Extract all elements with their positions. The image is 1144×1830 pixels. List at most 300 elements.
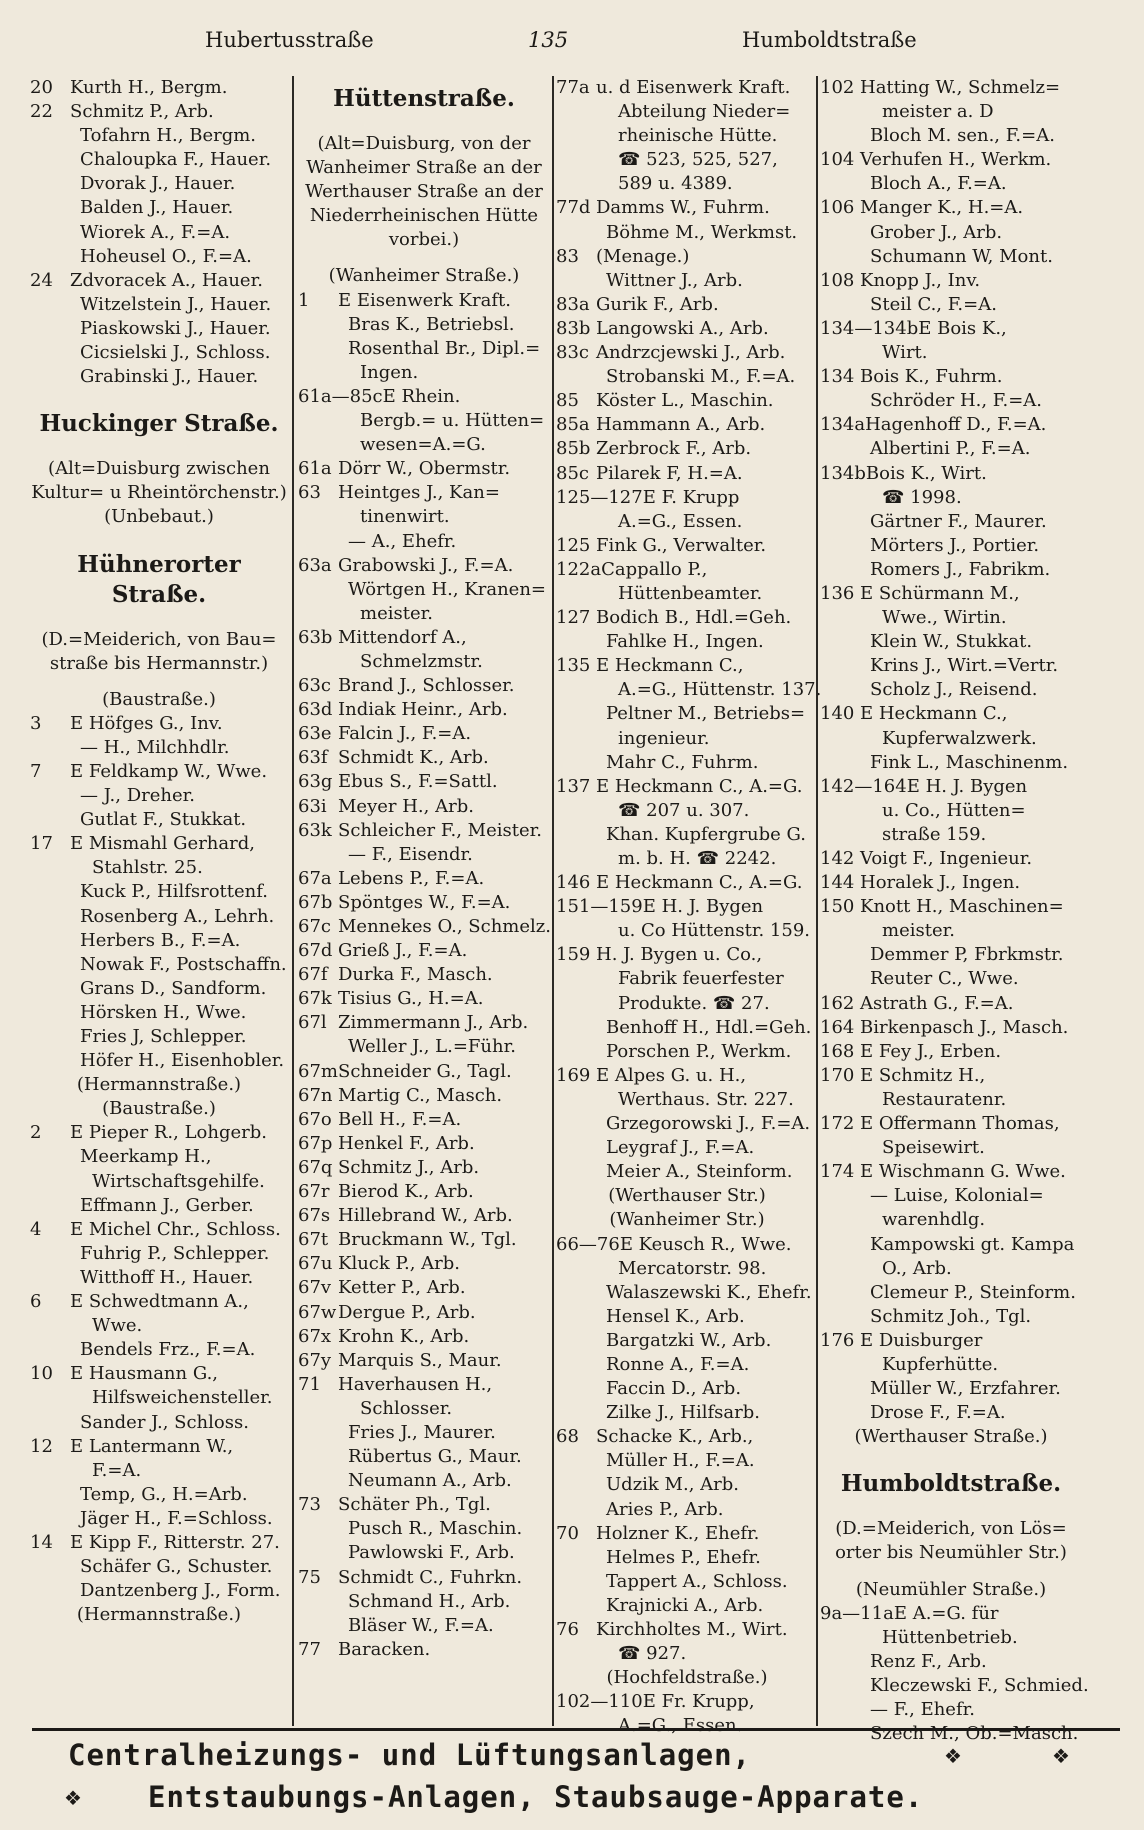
entry-text: Verhufen H., Werkm. [860, 149, 1052, 171]
directory-entry [820, 1698, 1082, 1722]
entry-text: E Fey J., Erben. [860, 1040, 1002, 1062]
house-number [820, 1281, 860, 1305]
directory-entry [556, 389, 818, 413]
directory-entry [820, 1650, 1082, 1674]
entry-text: Grieß J., F.=A. [338, 940, 468, 962]
house-number: 125 [556, 534, 591, 556]
directory-entry [30, 736, 288, 760]
directory-entry [556, 1233, 818, 1257]
entry-text: Tisius G., H.=A. [338, 988, 484, 1010]
house-number: 63d [298, 699, 333, 721]
directory-entry [298, 578, 550, 602]
house-number: 151—159 [556, 896, 643, 918]
entry-text: Mahr C., Fuhrm. [606, 751, 759, 773]
entry-continuation [820, 823, 1082, 847]
house-number [30, 929, 70, 953]
header-left-street: Hubertusstraße [205, 28, 374, 52]
directory-entry [298, 1301, 550, 1325]
house-number: 102 [820, 77, 855, 98]
house-number [820, 1184, 860, 1208]
house-number: 83b [556, 317, 591, 339]
entry-text: Falcin J., F.=A. [338, 723, 472, 745]
house-number [556, 702, 596, 726]
directory-entry [30, 1145, 288, 1169]
entry-text: E Michel Chr., Schloss. [70, 1218, 281, 1240]
entry-text: Scholz J., Reisend. [870, 679, 1038, 701]
entry-continuation [556, 172, 818, 196]
house-number [556, 992, 596, 1016]
entry-text: E Schwedtmann A., [70, 1291, 249, 1313]
entry-text: Temp, G., H.=Arb. [80, 1483, 248, 1505]
house-number [820, 799, 860, 823]
street-note [30, 481, 288, 505]
entry-text: Wwe. [92, 1315, 143, 1337]
house-number: 77d [556, 197, 591, 219]
directory-entry [556, 317, 818, 341]
entry-text: Hoheusel O., F.=A. [80, 245, 252, 267]
entry-text: Hüttenbetrieb. [882, 1626, 1018, 1648]
house-number: 168 [820, 1040, 855, 1062]
house-number: 144 [820, 872, 855, 894]
entry-text: Effmann J., Gerber. [80, 1194, 254, 1216]
directory-entry [556, 269, 818, 293]
house-number [30, 1338, 70, 1362]
house-number: 63 [298, 482, 321, 504]
house-number [298, 602, 338, 626]
entry-text: Tappert A., Schloss. [606, 1570, 788, 1592]
entry-continuation [30, 1170, 288, 1194]
house-number [820, 1257, 860, 1281]
directory-entry [820, 1064, 1082, 1088]
house-number [820, 558, 860, 582]
house-number: 106 [820, 197, 855, 219]
house-number [30, 124, 70, 148]
entry-text: Höfer H., Eisenhobler. [80, 1050, 285, 1072]
house-number: 17 [30, 833, 53, 855]
directory-entry [298, 1035, 550, 1059]
entry-text: E Lantermann W., [70, 1435, 234, 1457]
entry-text: Dantzenberg J., Form. [80, 1580, 281, 1602]
house-number: 67u [298, 1253, 333, 1275]
street-note [556, 1666, 818, 1690]
entry-text: Wwe., Wirtin. [882, 607, 1007, 629]
entry-text: Produkte. ☎ 27. [618, 992, 770, 1014]
house-number: 67p [298, 1132, 333, 1154]
entry-continuation [556, 799, 818, 823]
house-number: 169 [556, 1064, 591, 1086]
entry-text: wesen=A.=G. [360, 434, 486, 456]
directory-entry [820, 1233, 1082, 1257]
house-number [820, 751, 860, 775]
note-text: (Unbebaut.) [104, 506, 214, 528]
house-number: 102—110 [556, 1691, 643, 1713]
directory-entry [30, 1242, 288, 1266]
house-number: 164 [820, 1016, 855, 1038]
entry-text: Gutlat F., Stukkat. [80, 809, 247, 831]
entry-continuation [30, 1314, 288, 1338]
note-text: (Wanheimer Str.) [609, 1209, 765, 1231]
entry-text: E Rhein. [382, 385, 461, 407]
entry-text: E Schürmann M., [860, 582, 1020, 604]
directory-entry [298, 1180, 550, 1204]
entry-text: E H. J. Bygen [642, 896, 764, 918]
house-number [298, 1469, 338, 1493]
house-number [556, 919, 596, 943]
entry-text: — F., Eisendr. [348, 843, 473, 865]
directory-entry [556, 558, 818, 582]
directory-entry [820, 534, 1082, 558]
directory-entry [30, 808, 288, 832]
house-number: 76 [556, 1619, 579, 1640]
entry-text: E Wischmann G. Wwe. [860, 1161, 1066, 1183]
house-number [556, 365, 596, 389]
house-number [298, 1541, 338, 1565]
entry-text: Voigt F., Ingenieur. [860, 848, 1033, 869]
entry-text: Zdvoracek A., Hauer. [70, 269, 263, 291]
entry-text: Heintges J., Kan= [338, 482, 500, 504]
house-number [30, 1314, 70, 1338]
directory-entry [298, 746, 550, 770]
directory-entry [298, 915, 550, 939]
house-number: 70 [556, 1522, 579, 1544]
entry-text: Bloch A., F.=A. [870, 173, 1007, 195]
entry-text: O., Arb. [882, 1257, 952, 1279]
directory-entry [298, 722, 550, 746]
column-divider [552, 76, 554, 1726]
street-note [820, 1578, 1082, 1602]
entry-text: Krajnicki A., Arb. [606, 1594, 764, 1616]
house-number: 73 [298, 1494, 321, 1516]
entry-text: Kupferhütte. [882, 1353, 999, 1375]
house-number [30, 1266, 70, 1290]
directory-entry [820, 751, 1082, 775]
note-text: (Neumühler Straße.) [855, 1578, 1047, 1600]
house-number: 67d [298, 940, 333, 962]
entry-text: tinenwirt. [360, 506, 450, 528]
entry-text: E Bois K., [918, 317, 1007, 339]
house-number [298, 433, 338, 457]
entry-text: Schmidt C., Fuhrkn. [338, 1566, 523, 1588]
entry-text: E Kipp F., Ritterstr. 27. [70, 1531, 280, 1553]
house-number [30, 1025, 70, 1049]
directory-entry [820, 702, 1082, 726]
directory-entry [556, 1064, 818, 1088]
entry-text: Schmitz J., Arb. [338, 1156, 480, 1178]
house-number: 61a [298, 458, 332, 480]
house-number [30, 317, 70, 341]
entry-text: E Schmitz H., [860, 1064, 986, 1086]
entry-text: Mittendorf A., [338, 626, 467, 648]
directory-entry [556, 1040, 818, 1064]
house-number [820, 221, 860, 245]
entry-text: Damms W., Fuhrm. [596, 197, 770, 219]
directory-entry [556, 365, 818, 389]
house-number [30, 905, 70, 929]
entry-continuation [556, 100, 818, 124]
street-heading: Huckinger Straße. [39, 410, 279, 438]
entry-text: Reuter C., Wwe. [870, 968, 1019, 990]
column-4 [820, 76, 1089, 1745]
entry-text: Dergue P., Arb. [338, 1301, 476, 1323]
street-note [30, 1603, 288, 1627]
house-number: 67a [298, 867, 332, 889]
entry-text: Grzegorowski J., F.=A. [606, 1113, 811, 1135]
entry-text: Wörtgen H., Kranen= [348, 578, 547, 600]
entry-text: Ronne A., F.=A. [606, 1353, 750, 1375]
entry-continuation [820, 1353, 1082, 1377]
entry-text: Schmelzmstr. [360, 650, 483, 672]
note-text: (Alt=Duisburg, von der [317, 133, 531, 154]
entry-text: H. J. Bygen u. Co., [596, 944, 763, 966]
house-number: 10 [30, 1363, 53, 1385]
directory-entry [30, 1435, 288, 1459]
directory-entry [820, 172, 1082, 196]
house-number [298, 1035, 338, 1059]
entry-text: Rosenthal Br., Dipl.= [348, 337, 541, 359]
directory-entry [298, 481, 550, 505]
entry-text: Henkel F., Arb. [338, 1132, 475, 1154]
house-number: 63i [298, 795, 327, 817]
directory-entry [820, 1040, 1082, 1064]
house-number: 162 [820, 992, 855, 1014]
directory-entry [556, 76, 818, 100]
house-number [298, 361, 338, 385]
house-number [30, 1459, 70, 1483]
entry-text: A.=G., Essen. [618, 1715, 743, 1737]
directory-entry [820, 678, 1082, 702]
street-note [298, 132, 550, 156]
entry-text: Meerkamp H., [80, 1146, 212, 1168]
house-number: 24 [30, 269, 53, 291]
entry-text: Clemeur P., Steinform. [870, 1281, 1076, 1303]
entry-text: E Fr. Krupp, [642, 1691, 755, 1713]
directory-entry [30, 1338, 288, 1362]
house-number [30, 365, 70, 389]
house-number: 67l [298, 1012, 327, 1034]
house-number [30, 1555, 70, 1579]
entry-text: Grabinski J., Hauer. [80, 366, 259, 388]
entry-continuation [820, 919, 1082, 943]
column-divider [292, 76, 294, 1726]
header-right-street: Humboldtstraße [742, 28, 917, 52]
entry-text: Langowski A., Arb. [596, 317, 769, 339]
house-number [820, 943, 860, 967]
house-number: 134b [820, 462, 866, 484]
entry-text: — H., Milchhdlr. [80, 736, 230, 758]
entry-text: warenhdlg. [882, 1209, 986, 1231]
house-number: 67m [298, 1060, 338, 1082]
house-number: 83a [556, 293, 590, 315]
entry-text: Klein W., Stukkat. [870, 631, 1033, 653]
entry-text: Böhme M., Werkmst. [606, 221, 798, 243]
directory-entry [820, 317, 1082, 341]
house-number [556, 727, 596, 751]
directory-entry [820, 967, 1082, 991]
directory-entry [30, 977, 288, 1001]
entry-continuation [30, 1459, 288, 1483]
directory-entry [298, 674, 550, 698]
house-number [30, 1170, 70, 1194]
house-number: 67t [298, 1229, 329, 1251]
entry-text: E A.=G. für [893, 1602, 999, 1624]
entry-text: Horalek J., Ingen. [860, 872, 1021, 894]
house-number: 134a [820, 414, 866, 436]
entry-text: Durka F., Masch. [338, 964, 493, 986]
directory-entry [298, 1614, 550, 1638]
house-number [298, 1421, 338, 1445]
entry-text: E Hausmann G., [70, 1363, 219, 1385]
entry-continuation [820, 1626, 1082, 1650]
house-number [820, 389, 860, 413]
directory-entry [30, 317, 288, 341]
house-number [820, 534, 860, 558]
house-number [820, 967, 860, 991]
directory-entry [556, 1425, 818, 1449]
entry-text: Brand J., Schlosser. [338, 675, 515, 697]
house-number [556, 678, 596, 702]
house-number [556, 221, 596, 245]
house-number [30, 1145, 70, 1169]
street-heading: Hühnerorter Straße. [77, 550, 241, 608]
directory-entry [30, 221, 288, 245]
directory-entry [30, 953, 288, 977]
entry-text: Cicsielski J., Schloss. [80, 342, 271, 364]
house-number [30, 1411, 70, 1435]
entry-continuation [556, 919, 818, 943]
entry-text: Meyer H., Arb. [338, 795, 474, 817]
directory-entry [298, 1421, 550, 1445]
directory-entry [298, 313, 550, 337]
entry-text: Witzelstein J., Hauer. [80, 293, 272, 315]
house-number [556, 1377, 596, 1401]
entry-text: Jäger H., F.=Schloss. [80, 1507, 273, 1529]
directory-entry [556, 221, 818, 245]
entry-continuation [556, 1714, 818, 1738]
entry-text: Hillebrand W., Arb. [338, 1205, 513, 1227]
entry-text: Wiorek A., F.=A. [80, 221, 231, 243]
column-1 [30, 76, 288, 1724]
entry-text: Holzner K., Ehefr. [596, 1522, 760, 1544]
entry-text: E Keusch R., Wwe. [619, 1233, 792, 1255]
footer-rule [32, 1728, 1120, 1731]
directory-entry [820, 1329, 1082, 1353]
entry-text: Lebens P., F.=A. [338, 867, 485, 889]
directory-entry [30, 1218, 288, 1242]
entry-text: Kleczewski F., Schmied. [870, 1674, 1089, 1696]
house-number [556, 1281, 596, 1305]
house-number [298, 337, 338, 361]
street-heading: Humboldtstraße. [840, 1470, 1062, 1498]
house-number [820, 606, 860, 630]
directory-entry [30, 341, 288, 365]
entry-text: meister a. D [882, 101, 994, 123]
house-number [30, 1483, 70, 1507]
directory-entry [556, 1449, 818, 1473]
entry-continuation [556, 582, 818, 606]
advertisement-line-1: Centralheizungs- und Lüftungsanlagen, [68, 1738, 752, 1772]
directory-entry [30, 1266, 288, 1290]
entry-text: Weller J., L.=Führ. [348, 1036, 516, 1058]
entry-text: m. b. H. ☎ 2242. [618, 848, 777, 869]
house-number [30, 953, 70, 977]
directory-entry [820, 1674, 1089, 1698]
note-text: straße bis Hermannstr.) [49, 652, 269, 674]
directory-entry [820, 895, 1082, 919]
directory-entry [298, 554, 550, 578]
spacer [30, 616, 288, 628]
entry-text: E F. Krupp [642, 486, 740, 508]
entry-text: E Eisenwerk Kraft. [338, 289, 511, 311]
entry-text: Leygraf J., F.=A. [606, 1137, 755, 1159]
directory-entry [820, 1112, 1082, 1136]
directory-entry [298, 1517, 550, 1541]
directory-entry [30, 1194, 288, 1218]
entry-text: Witthoff H., Hauer. [80, 1266, 254, 1288]
entry-continuation [556, 967, 818, 991]
directory-entry [556, 1618, 818, 1642]
entry-text: E Feldkamp W., Wwe. [70, 760, 268, 782]
house-number: 63b [298, 626, 333, 648]
note-text: Wanheimer Straße an der [306, 157, 542, 179]
directory-entry [298, 385, 550, 409]
directory-entry [30, 1507, 288, 1531]
entry-text: — A., Ehefr. [348, 530, 457, 552]
entry-text: Aries P., Arb. [606, 1498, 724, 1520]
entry-text: Rübertus G., Maur. [348, 1446, 522, 1468]
directory-entry [298, 337, 550, 361]
entry-text: Steil C., F.=A. [870, 293, 997, 315]
entry-text: Indiak Heinr., Arb. [338, 699, 508, 721]
directory-entry [30, 365, 288, 389]
directory-entry [820, 558, 1082, 582]
entry-text: E Alpes G. u. H., [596, 1064, 747, 1086]
entry-continuation [30, 1386, 288, 1410]
house-number [30, 808, 70, 832]
directory-entry [556, 413, 818, 437]
house-number [556, 823, 596, 847]
entry-text: Neumann A., Arb. [348, 1470, 512, 1492]
entry-text: Tofahrn H., Bergm. [80, 125, 257, 147]
entry-text: Astrath G., F.=A. [860, 992, 1014, 1014]
house-number: 159 [556, 944, 591, 966]
entry-text: E Heckmann C., A.=G. [596, 872, 803, 894]
entry-text: Fink G., Verwalter. [596, 534, 767, 556]
house-number [30, 856, 70, 880]
entry-continuation [556, 1257, 818, 1281]
entry-text: Marquis S., Maur. [338, 1349, 502, 1371]
directory-entry [556, 1016, 818, 1040]
entry-continuation [298, 409, 550, 433]
directory-entry [30, 1411, 288, 1435]
entry-text: Grober J., Arb. [870, 221, 1003, 243]
entry-text: Hammann A., Arb. [596, 414, 766, 436]
house-number [556, 1449, 596, 1473]
entry-text: Knopp J., Inv. [860, 269, 981, 291]
entry-continuation [298, 361, 550, 385]
entry-text: Hatting W., Schmelz= [860, 77, 1061, 98]
entry-text: Romers J., Fabrikm. [870, 558, 1051, 580]
entry-continuation [820, 1257, 1082, 1281]
entry-text: Bruckmann W., Tgl. [338, 1229, 517, 1251]
entry-continuation [556, 847, 818, 871]
house-number: 85b [556, 438, 591, 460]
entry-text: Walaszewski K., Ehefr. [606, 1281, 812, 1303]
entry-text: Köster L., Maschin. [596, 390, 774, 412]
house-number [298, 1445, 338, 1469]
entry-text: A.=G., Hüttenstr. 137. [618, 679, 822, 701]
street-note [30, 1097, 288, 1121]
entry-text: Hensel K., Arb. [606, 1305, 745, 1327]
